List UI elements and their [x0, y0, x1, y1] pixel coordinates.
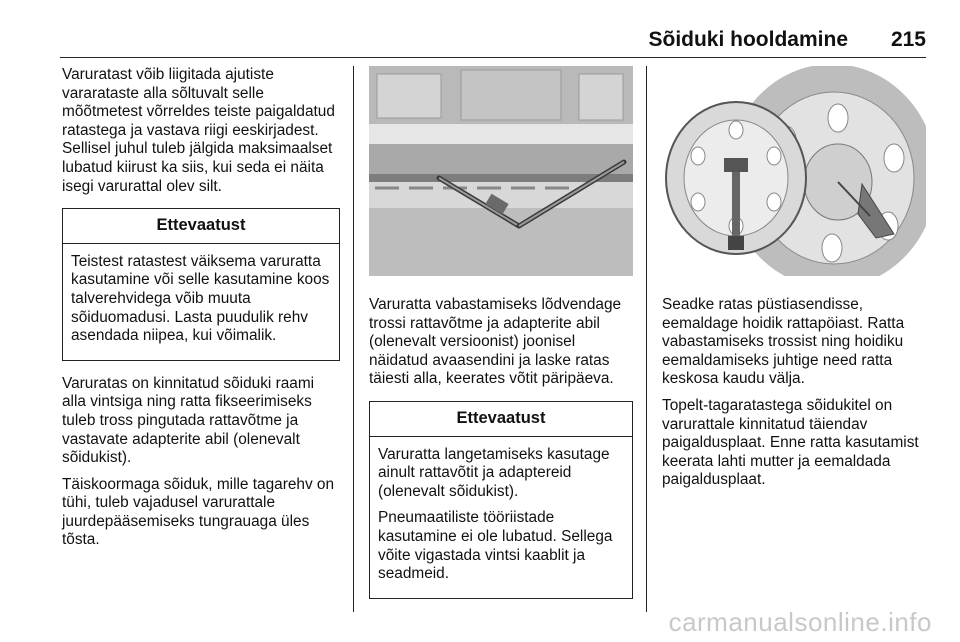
warning-text: Varuratta langetamiseks kasutage ainult rattavõtit ja adaptereid (olenevalt sõidukist). — [378, 445, 610, 500]
column-divider — [353, 66, 354, 612]
warning-heading: Ettevaatust — [370, 402, 632, 437]
page-title: Sõiduki hooldamine — [648, 28, 848, 51]
page-header — [60, 26, 926, 54]
column-3 — [662, 66, 928, 498]
column-1 — [62, 66, 340, 558]
watermark: carmanualsonline.info — [668, 607, 932, 637]
header-rule — [60, 57, 926, 58]
paragraph: Varuratta vabastamiseks lõdvendage trossi rattavõtme ja adapterite abil (olenevalt versioonist) joonisel näidatud avaasendini ja laske ratas täiesti alla, keerates võtit päripäeva. — [369, 296, 622, 388]
warning-box — [369, 401, 633, 599]
warning-box — [62, 208, 340, 361]
paragraph: Seadke ratas püstiasendisse, eemaldage hoidik rattapöiast. Ratta vabastamiseks trossist ning hoidiku eemaldamiseks juhtige need ratta keskosa kaudu välja. — [662, 296, 905, 388]
warning-heading: Ettevaatust — [63, 209, 339, 244]
warning-body — [370, 437, 632, 598]
spare-wheel-illustration — [662, 66, 926, 276]
column-divider — [646, 66, 647, 612]
warning-body — [63, 244, 339, 360]
paragraph: Varuratas on kinnitatud sõiduki raami alla vintsiga ning ratta fikseerimiseks tuleb tross pingutada rattavõtme ja vastavate adapterite abil (olenevalt sõidukist). — [62, 374, 315, 467]
paragraph: Topelt-tagaratastega sõidukitel on varurattale kinnitatud täiendav paigaldusplaat. Enne ratta kasutamist keerata lahti mutter ja eemaldada paigaldusplaat. — [662, 396, 919, 489]
wheel-wrench-illustration — [369, 66, 633, 276]
warning-text: Teistest ratastest väiksema varuratta kasutamine või selle kasutamine koos talverehvidega võib muuta sõiduomadusi. Lasta puudulik rehv asendada niipea, kui võimalik. — [71, 252, 330, 345]
page-number: 215 — [890, 28, 926, 51]
paragraph: Täiskoormaga sõiduk, mille tagarehv on tühi, tuleb vajadusel varurattale juurdepääsemiseks tungrauaga üles tõsta. — [62, 475, 335, 549]
column-2 — [369, 66, 633, 613]
paragraph: Varuratast võib liigitada ajutiste vararataste alla sõltuvalt selle mõõtmetest võrreldes teiste paigaldatud ratastega ja vastava riigi eeskirjadest. Sellisel juhul tuleb jälgida maksimaalset lubatud kiirust ka siis, kui seda ei näita isegi varurattal olev silt. — [62, 66, 335, 195]
warning-text: Pneumaatiliste tööriistade kasutamine ei ole lubatud. Sellega võite vigastada vintsi kaablit ja seadmeid. — [378, 509, 613, 583]
